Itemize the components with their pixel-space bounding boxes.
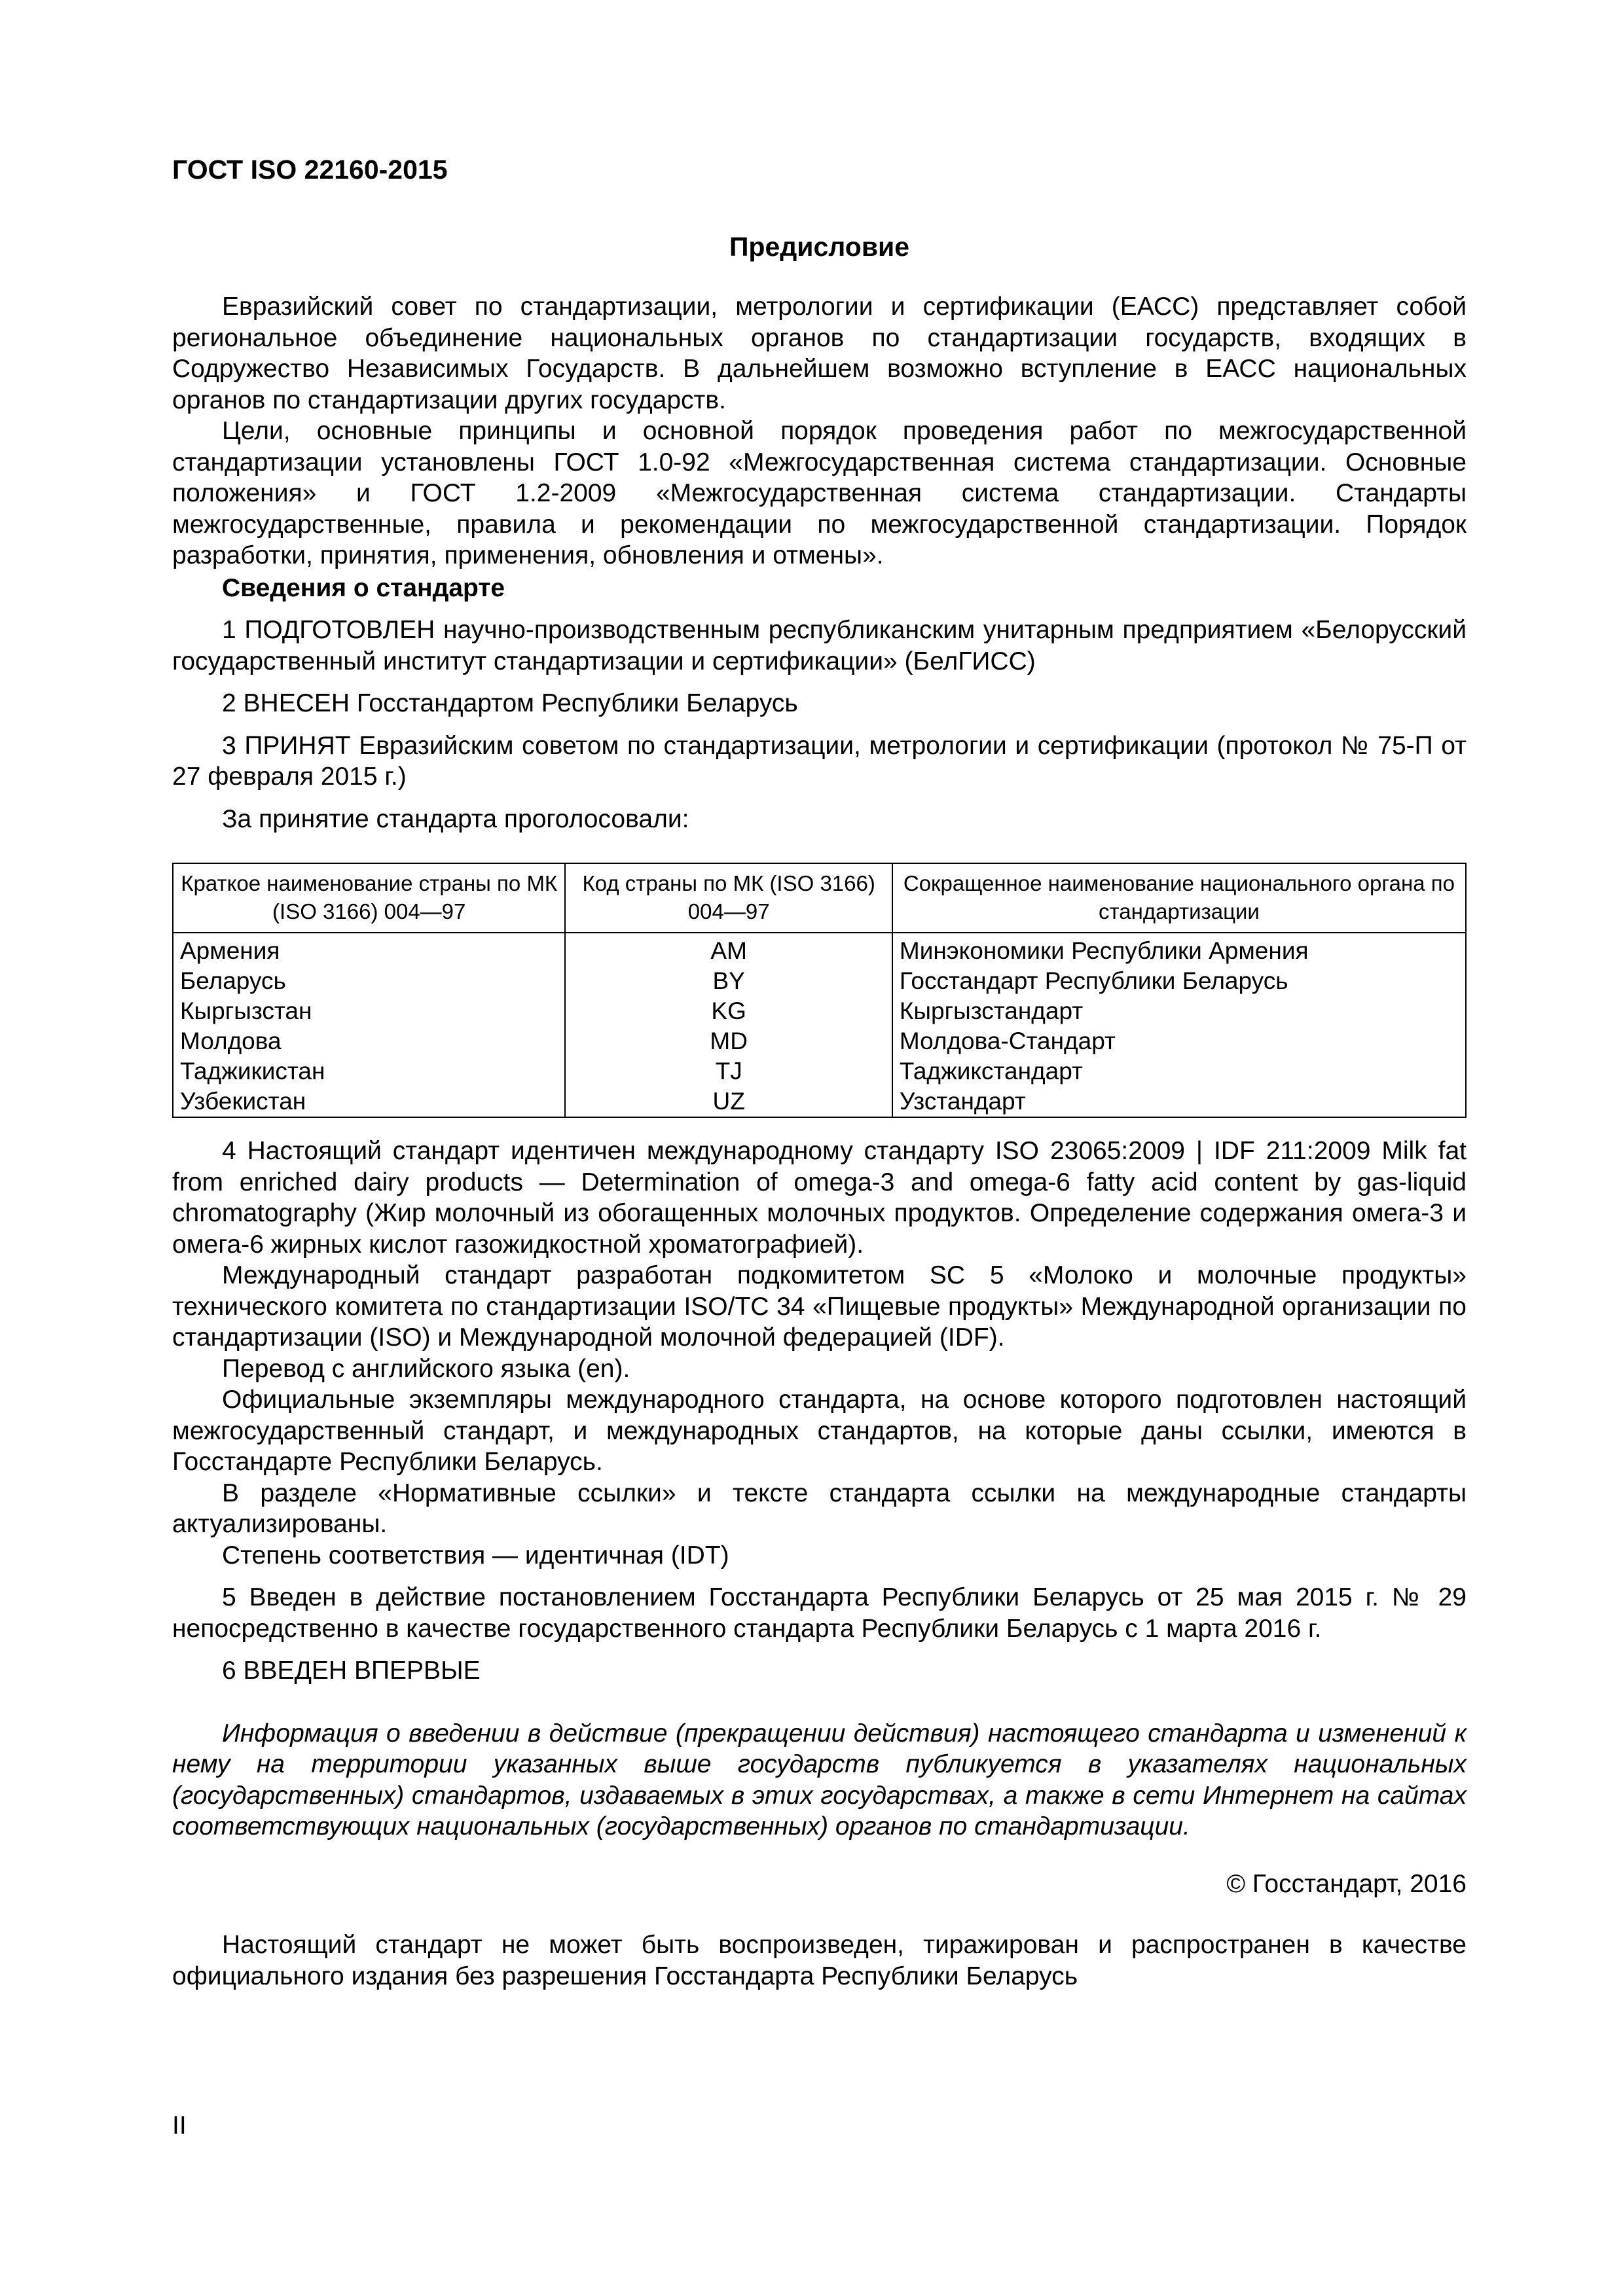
col-header-code: Код страны по МК (ISO 3166) 004—97 xyxy=(565,863,892,933)
cell-code: TJ xyxy=(565,1056,892,1086)
cell-code: BY xyxy=(565,966,892,996)
item-4-paragraph: В разделе «Нормативные ссылки» и тексте стандарта ссылки на международные стандарты актуализированы. xyxy=(172,1479,1467,1538)
item-2: 2 ВНЕСЕН Госстандартом Республики Беларусь xyxy=(222,689,798,717)
cell-body: Госстандарт Республики Беларусь xyxy=(892,966,1466,996)
cell-body: Узстандарт xyxy=(892,1086,1466,1117)
cell-country: Беларусь xyxy=(173,966,565,996)
cell-code: MD xyxy=(565,1026,892,1056)
table-row xyxy=(173,966,1466,996)
item-5: 5 Введен в действие постановлением Госстандарта Республики Беларусь от 25 мая 2015 г. № 29 непосредственно в качестве государственного стандарта Республики Беларусь с 1 марта 2016 г. xyxy=(172,1583,1467,1643)
cell-country: Молдова xyxy=(173,1026,565,1056)
page-title: Предисловие xyxy=(729,232,910,262)
cell-country: Узбекистан xyxy=(173,1086,565,1117)
cell-code: KG xyxy=(565,996,892,1026)
cell-country: Таджикистан xyxy=(173,1056,565,1086)
cell-body: Таджикстандарт xyxy=(892,1056,1466,1086)
info-heading: Сведения о стандарте xyxy=(222,573,505,602)
intro-paragraph: Цели, основные принципы и основной порядок проведения работ по межгосударственной стандартизации установлены ГОСТ 1.0-92 «Межгосударственная система стандартизации. Основные положения» и ГОСТ 1.2-2009 «Межгосударственная система стандартизации. Стандарты межгосударственные, правила и рекомендации по межгосударственной стандартизации. Порядок разработки, принятия, применения, обновления и отмены». xyxy=(172,417,1467,569)
item-4-section xyxy=(172,1136,1467,1992)
item-1: 1 ПОДГОТОВЛЕН научно-производственным республиканским унитарным предприятием «Белорусский государственный институт стандартизации и сертификации» (БелГИСС) xyxy=(172,616,1467,675)
cell-body: Кыргызстандарт xyxy=(892,996,1466,1026)
copyright: © Госстандарт, 2016 xyxy=(1226,1869,1467,1898)
item-4-paragraph: Перевод с английского языка (en). xyxy=(222,1354,630,1383)
cell-country: Армения xyxy=(173,933,565,966)
intro-paragraph: Евразийский совет по стандартизации, метрологии и сертификации (ЕАСС) представляет собой региональное объединение национальных органов по стандартизации государств, входящих в Содружество Независимых Государств. В дальнейшем возможно вступление в ЕАСС национальных органов по стандартизации других государств. xyxy=(172,293,1467,414)
item-4-paragraph: Международный стандарт разработан подкомитетом SC 5 «Молоко и молочные продукты» технического комитета по стандартизации ISO/TC 34 «Пищевые продукты» Международной организации по стандартизации (ISO) и Международной молочной федерацией (IDF). xyxy=(172,1261,1467,1352)
item-3: 3 ПРИНЯТ Евразийским советом по стандартизации, метрологии и сертификации (протокол № 75-П от 27 февраля 2015 г.) xyxy=(172,731,1467,791)
page-number: II xyxy=(172,2111,187,2140)
table-row xyxy=(173,1086,1466,1117)
table-row xyxy=(173,1026,1466,1056)
table-header-row xyxy=(173,863,1466,933)
cell-country: Кыргызстан xyxy=(173,996,565,1026)
col-header-body: Сокращенное наименование национального органа по стандартизации xyxy=(892,863,1466,933)
cell-body: Минэкономики Республики Армения xyxy=(892,933,1466,966)
reproduction-notice: Настоящий стандарт не может быть воспроизведен, тиражирован и распространен в качестве официального издания без разрешения Госстандарта Республики Беларусь xyxy=(172,1931,1467,1990)
item-4-paragraph: Степень соответствия — идентичная (IDT) xyxy=(222,1541,729,1570)
cell-code: UZ xyxy=(565,1086,892,1117)
document-code: ГОСТ ISO 22160-2015 xyxy=(172,154,448,185)
italic-notice: Информация о введении в действие (прекращении действия) настоящего стандарта и изменений к нему на территории указанных выше государств публикуется в указателях национальных (государственных) стандартов, издаваемых в этих государствах, а также в сети Интернет на сайтах соответствующих национальных (государственных) органов по стандартизации. xyxy=(172,1719,1467,1840)
item-4-paragraph: Официальные экземпляры международного стандарта, на основе которого подготовлен настоящий межгосударственный стандарт, и международных стандартов, на которые даны ссылки, имеются в Госстандарте Республики Беларусь. xyxy=(172,1386,1467,1476)
voted-label: За принятие стандарта проголосовали: xyxy=(222,804,689,833)
item-4-paragraph: 4 Настоящий стандарт идентичен международному стандарту ISO 23065:2009 | IDF 211:2009 Milk fat from enriched dairy products — Determination of omega-3 and omega-6 fatty acid content by gas-liquid chromatography (Жир молочный из обогащенных молочных продуктов. Определение содержания омега-3 и омега-6 жирных кислот газожидкостной хроматографией). xyxy=(172,1137,1467,1259)
voting-table xyxy=(172,863,1467,1118)
table-row xyxy=(173,933,1466,966)
table-row xyxy=(173,1056,1466,1086)
table-row xyxy=(173,996,1466,1026)
item-6: 6 ВВЕДЕН ВПЕРВЫЕ xyxy=(222,1657,481,1685)
col-header-country: Краткое наименование страны по МК (ISO 3166) 004—97 xyxy=(173,863,565,933)
intro-section xyxy=(172,291,1467,834)
cell-code: AM xyxy=(565,933,892,966)
cell-body: Молдова-Стандарт xyxy=(892,1026,1466,1056)
